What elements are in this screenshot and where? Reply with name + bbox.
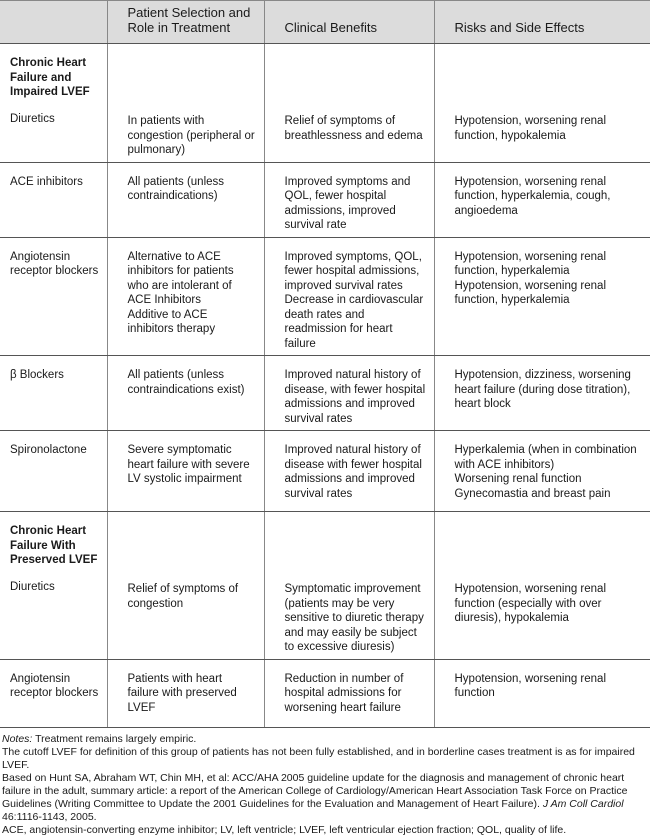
selection-cell xyxy=(107,659,264,727)
selection-line: Patients with heart failure with preserved LVEF xyxy=(127,672,237,714)
drug-name: Diuretics xyxy=(10,580,55,593)
header-selection: Patient Selection and Role in Treatment xyxy=(107,1,264,44)
benefits-cell xyxy=(264,356,434,431)
source-citation: 46:1116-1143, 2005. xyxy=(2,810,97,823)
risks-line: Hypotension, worsening renal function (especially with over diuresis), hypokalemia xyxy=(454,583,607,624)
risks-line: Hypotension, worsening renal function, hyperkalemia xyxy=(454,250,607,277)
section-title: Chronic Heart Failure With Preserved LVEF xyxy=(10,525,98,566)
table-row xyxy=(0,356,650,431)
drug-cell xyxy=(0,356,107,431)
benefits-line: Symptomatic improvement (patients may be very sensitive to diuretic therapy and may easily be subject to excessive diuresis) xyxy=(284,583,424,653)
selection-cell xyxy=(107,356,264,431)
risks-cell xyxy=(434,512,650,660)
drug-name: Diuretics xyxy=(10,112,55,125)
drug-cell xyxy=(0,659,107,727)
benefits-cell xyxy=(264,431,434,512)
risks-line: Hypotension, worsening renal function, hyperkalemia xyxy=(454,279,607,306)
drug-cell xyxy=(0,237,107,356)
drug-name: β Blockers xyxy=(10,369,64,381)
risks-line: Hyperkalemia (when in combination with ACE inhibitors) xyxy=(454,444,637,471)
header-benefits: Clinical Benefits xyxy=(264,1,434,44)
risks-cell xyxy=(434,44,650,163)
selection-cell xyxy=(107,44,264,163)
selection-line: In patients with congestion (peripheral or pulmonary) xyxy=(127,115,255,156)
table-row xyxy=(0,431,650,512)
benefits-line: Relief of symptoms of breathlessness and edema xyxy=(284,115,423,142)
selection-line: Severe symptomatic heart failure with severe LV systolic impairment xyxy=(127,444,250,485)
note-abbreviations: ACE, angiotensin-converting enzyme inhibitor; LV, left ventricle; LVEF, left ventricular ejection fraction; QOL, quality of life. xyxy=(2,823,567,836)
note-1 xyxy=(2,733,650,746)
drug-name: Spironolactone xyxy=(10,444,87,456)
benefits-cell xyxy=(264,512,434,660)
benefits-line: Improved natural history of disease with fewer hospital admissions and improved survival rates xyxy=(284,444,422,500)
note-source xyxy=(2,772,650,824)
drug-name: Angiotensin receptor blockers xyxy=(10,672,99,699)
table-row xyxy=(0,512,650,660)
selection-line: Additive to ACE inhibitors therapy xyxy=(127,308,216,335)
drug-cell xyxy=(0,162,107,237)
drug-name: ACE inhibitors xyxy=(10,175,83,188)
benefits-cell xyxy=(264,44,434,163)
risks-line: Hypotension, worsening renal function, hyperkalemia, cough, angioedema xyxy=(454,175,611,217)
table-row xyxy=(0,162,650,237)
table-row xyxy=(0,44,650,163)
benefits-line: Decrease in cardiovascular death rates and readmission for heart failure xyxy=(284,294,424,350)
benefits-line: Improved symptoms, QOL, fewer hospital admissions, improved survival rates xyxy=(284,250,422,292)
risks-line: Hypotension, worsening renal function, hypokalemia xyxy=(454,115,607,142)
selection-cell xyxy=(107,162,264,237)
risks-cell xyxy=(434,659,650,727)
section-title: Chronic Heart Failure and Impaired LVEF xyxy=(10,57,90,98)
journal-name: J Am Coll Cardiol xyxy=(542,797,624,810)
benefits-line: Improved natural history of disease, with fewer hospital admissions and improved survival rates xyxy=(284,369,426,425)
selection-cell xyxy=(107,431,264,512)
benefits-line: Reduction in number of hospital admissions for worsening heart failure xyxy=(284,672,404,714)
note-2: The cutoff LVEF for definition of this group of patients has not been fully established, and in borderline cases treatment is as for impaired LVEF. xyxy=(2,745,635,771)
drug-name: Angiotensin receptor blockers xyxy=(10,250,99,277)
selection-line: Relief of symptoms of congestion xyxy=(127,583,239,610)
risks-cell xyxy=(434,431,650,512)
risks-line: Hypotension, worsening renal function xyxy=(454,672,607,699)
benefits-cell xyxy=(264,237,434,356)
drug-cell xyxy=(0,431,107,512)
header-row xyxy=(0,1,650,44)
header-drug xyxy=(0,1,107,44)
benefits-line: Improved symptoms and QOL, fewer hospital admissions, improved survival rate xyxy=(284,175,411,231)
note-text: Treatment remains largely empiric. xyxy=(32,732,197,745)
table-row xyxy=(0,237,650,356)
header-risks: Risks and Side Effects xyxy=(434,1,650,44)
selection-line: All patients (unless contraindications exist) xyxy=(127,369,245,396)
benefits-cell xyxy=(264,659,434,727)
risks-cell xyxy=(434,162,650,237)
table-notes xyxy=(0,728,650,837)
drug-cell xyxy=(0,44,107,163)
benefits-cell xyxy=(264,162,434,237)
table-row xyxy=(0,659,650,727)
risks-line: Hypotension, dizziness, worsening heart failure (during dose titration), heart block xyxy=(454,369,631,410)
selection-line: All patients (unless contraindications) xyxy=(127,175,225,202)
selection-cell xyxy=(107,237,264,356)
notes-label: Notes: xyxy=(2,732,33,745)
source-text: Based on Hunt SA, Abraham WT, Chin MH, et al: ACC/AHA 2005 guideline update for the diagnosis and management of chronic heart failure in the adult, summary article: a report of the American College of Cardiology/American Heart Association Task Force on Practice Guidelines (Writing Committee to Update the 2001 Guidelines for the Evaluation and Management of Heart Failure). xyxy=(2,771,628,810)
risks-line: Gynecomastia and breast pain xyxy=(454,487,611,500)
selection-line: Alternative to ACE inhibitors for patients who are intolerant of ACE Inhibitors xyxy=(127,250,234,306)
selection-cell xyxy=(107,512,264,660)
risks-cell xyxy=(434,237,650,356)
risks-cell xyxy=(434,356,650,431)
drug-cell xyxy=(0,512,107,660)
risks-line: Worsening renal function xyxy=(454,473,582,485)
